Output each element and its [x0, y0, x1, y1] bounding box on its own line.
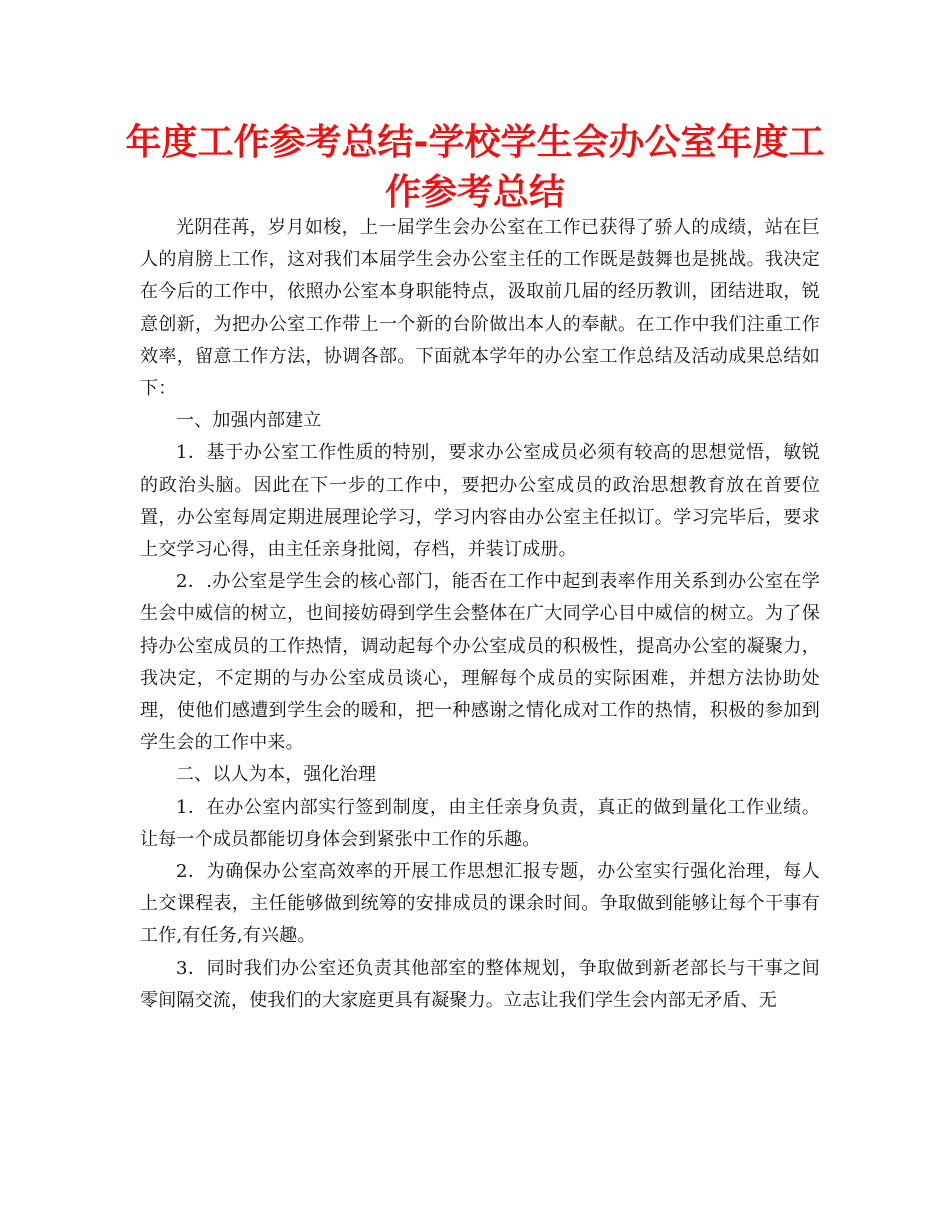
section-2-item-2: 2．为确保办公室高效率的开展工作思想汇报专题，办公室实行强化治理，每人上交课程表，主任能够做到统筹的安排成员的课余时间。争取做到能够让每个干事有工作,有任务,有兴趣。 — [140, 861, 820, 947]
section-2-item-3: 3．同时我们办公室还负责其他部室的整体规划，争取做到新老部长与干事之间零间隔交流，使我们的大家庭更具有凝聚力。立志让我们学生会内部无矛盾、无 — [140, 957, 820, 1011]
document-title: 年度工作参考总结-学校学生会办公室年度工作参考总结 — [125, 122, 825, 213]
section-2-item-1: 1．在办公室内部实行签到制度，由主任亲身负责，真正的做到量化工作业绩。让每一个成员都能切身体会到紧张中工作的乐趣。 — [140, 796, 820, 850]
section-heading-1: 一、加强内部建立 — [176, 410, 322, 432]
section-1-item-1: 1．基于办公室工作性质的特别，要求办公室成员必须有较高的思想觉悟，敏锐的政治头脑。因此在下一步的工作中，要把办公室成员的政治思想教育放在首要位置，办公室每周定期进展理论学习，学习内容由办公室主任拟订。学习完毕后，要求上交学习心得，由主任亲身批阅，存档，并装订成册。 — [140, 442, 820, 561]
intro-paragraph: 光阴荏苒，岁月如梭，上一届学生会办公室在工作已获得了骄人的成绩，站在巨人的肩膀上工作，这对我们本届学生会办公室主任的工作既是鼓舞也是挑战。我决定在今后的工作中，依照办公室本身职能特点，汲取前几届的经历教训，团结进取，锐意创新，为把办公室工作带上一个新的台阶做出本人的奉献。在工作中我们注重工作效率，留意工作方法，协调各部。下面就本学年的办公室工作总结及活动成果总结如下： — [140, 217, 820, 400]
section-heading-2: 二、以人为本，强化治理 — [176, 764, 377, 786]
section-1-item-2: 2．.办公室是学生会的核心部门，能否在工作中起到表率作用关系到办公室在学生会中威信的树立，也间接妨碍到学生会整体在广大同学心目中威信的树立。为了保持办公室成员的工作热情，调动起每个办公室成员的积极性，提高办公室的凝聚力，我决定，不定期的与办公室成员谈心，理解每个成员的实际困难，并想方法协助处理，使他们感遭到学生会的暖和，把一种感谢之情化成对工作的热情，积极的参加到学生会的工作中来。 — [140, 571, 820, 754]
document-body — [140, 212, 820, 1017]
